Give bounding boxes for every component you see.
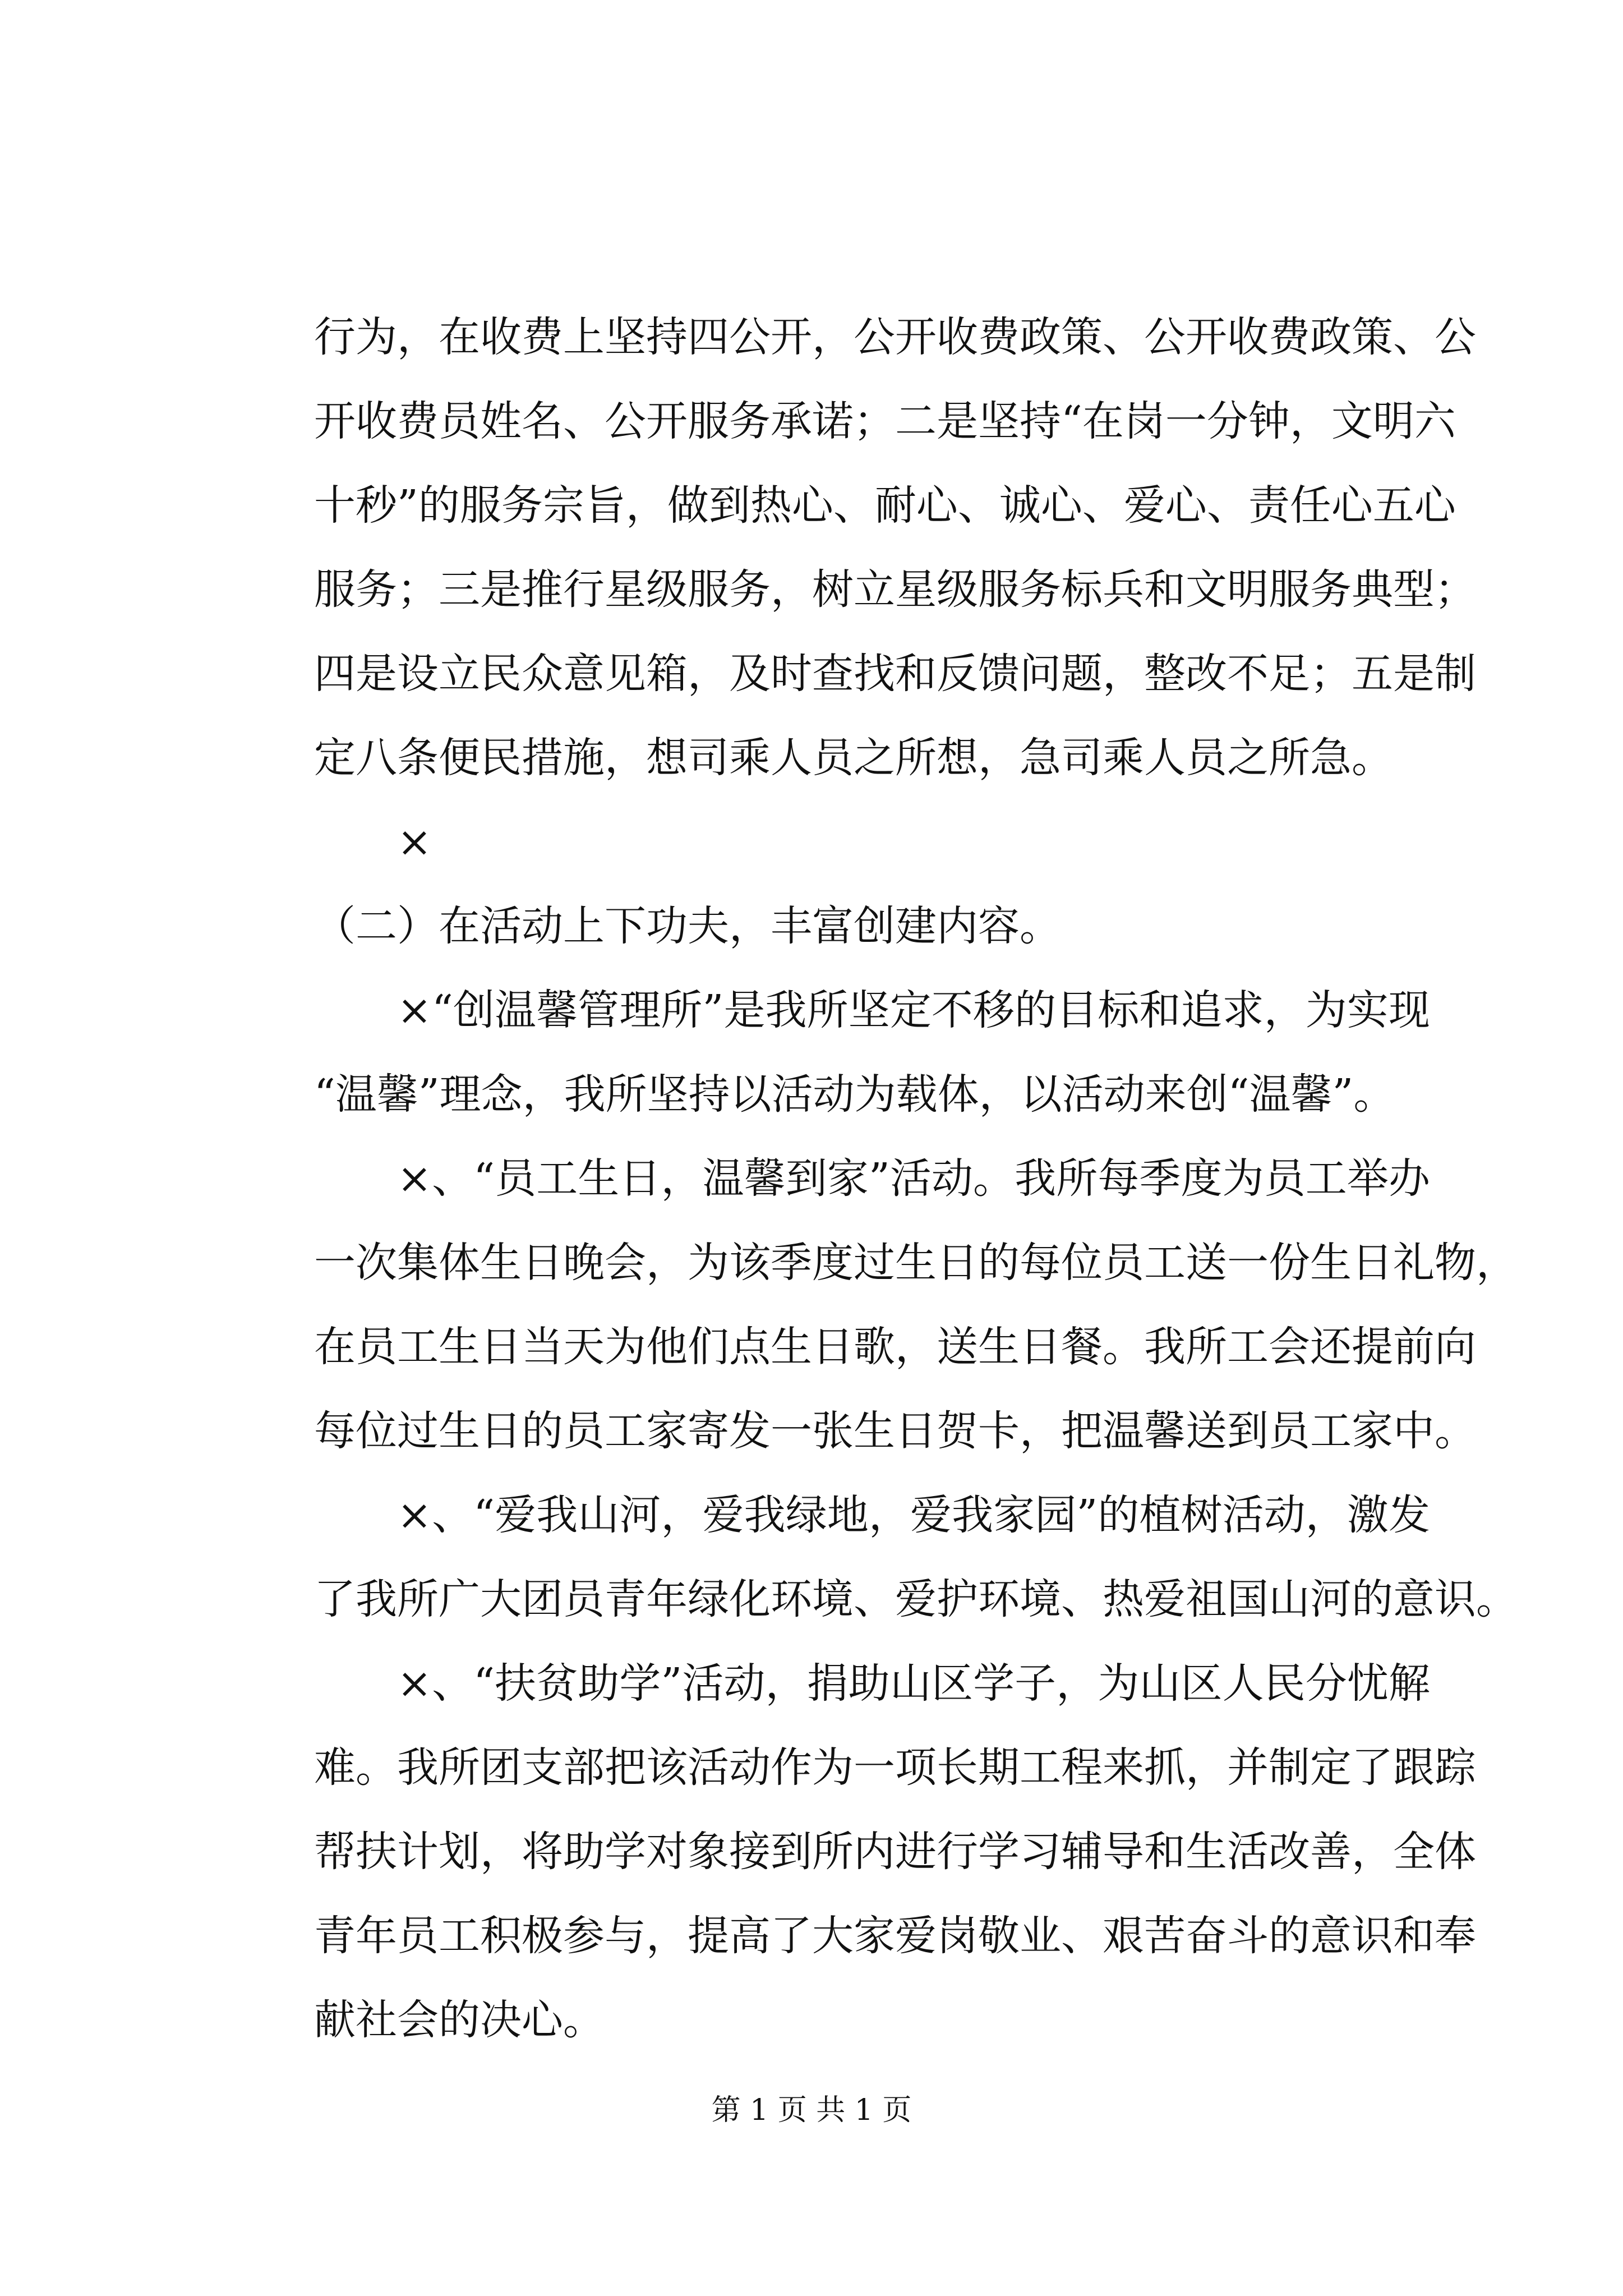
paragraph-line: 十秒”的服务宗旨，做到热心、耐心、诚心、爱心、责任心五心 xyxy=(314,481,1456,530)
paragraph-line: ×“创温馨管理所”是我所坚定不移的目标和追求，为实现 xyxy=(397,986,1430,1034)
paragraph-line: 开收费员姓名、公开服务承诺；二是坚持“在岗一分钟，文明六 xyxy=(314,397,1456,445)
paragraph-line: 献社会的决心。 xyxy=(314,1996,605,2044)
paragraph-line: 了我所广大团员青年绿化环境、爱护环境、热爱祖国山河的意识。 xyxy=(314,1575,1518,1623)
paragraph-line: ×、“员工生日，温馨到家”活动。我所每季度为员工举办 xyxy=(397,1154,1430,1203)
paragraph-line: ×、“爱我山河，爱我绿地，爱我家园”的植树活动，激发 xyxy=(397,1491,1430,1539)
placeholder-mark: × xyxy=(397,818,432,866)
paragraph-line: 行为，在收费上坚持四公开，公开收费政策、公开收费政策、公 xyxy=(314,313,1476,361)
paragraph-line: 每位过生日的员工家寄发一张生日贺卡，把温馨送到员工家中。 xyxy=(314,1407,1476,1455)
paragraph-line: 定八条便民措施，想司乘人员之所想，急司乘人员之所急。 xyxy=(314,734,1393,782)
page-number-footer: 第 1 页 共 1 页 xyxy=(711,2093,912,2127)
paragraph-line: 服务；三是推行星级服务，树立星级服务标兵和文明服务典型； xyxy=(314,565,1476,614)
paragraph-line: ×、“扶贫助学”活动，捐助山区学子，为山区人民分忧解 xyxy=(397,1659,1430,1708)
paragraph-line: 难。我所团支部把该活动作为一项长期工程来抓，并制定了跟踪 xyxy=(314,1743,1476,1792)
paragraph-line: 在员工生日当天为他们点生日歌，送生日餐。我所工会还提前向 xyxy=(314,1323,1476,1371)
section-heading: （二）在活动上下功夫，丰富创建内容。 xyxy=(314,902,1061,950)
paragraph-line: 帮扶计划，将助学对象接到所内进行学习辅导和生活改善，全体 xyxy=(314,1828,1476,1876)
paragraph-line: 四是设立民众意见箱，及时查找和反馈问题，整改不足；五是制 xyxy=(314,650,1476,698)
paragraph-line: 一次集体生日晚会，为该季度过生日的每位员工送一份生日礼物， xyxy=(314,1239,1518,1287)
paragraph-line: 青年员工积极参与，提高了大家爱岗敬业、艰苦奋斗的意识和奉 xyxy=(314,1912,1476,1960)
paragraph-line: “温馨”理念，我所坚持以活动为载体，以活动来创“温馨”。 xyxy=(314,1070,1395,1119)
